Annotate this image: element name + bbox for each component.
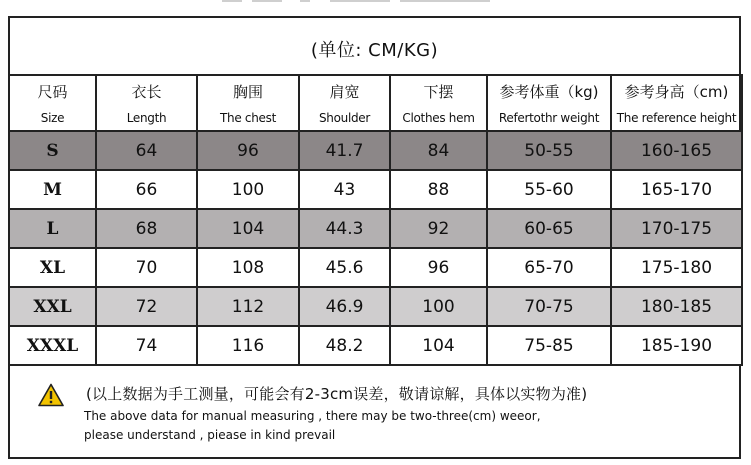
hem-cell: 96: [390, 248, 487, 287]
length-cell: 64: [96, 131, 197, 170]
header-size: 尺码 Size: [9, 75, 96, 131]
table-row: [9, 209, 742, 248]
hem-cell: 104: [390, 326, 487, 365]
length-cell: 74: [96, 326, 197, 365]
size-cell: XL: [9, 248, 96, 287]
header-length: 衣长 Length: [96, 75, 197, 131]
size-cell: L: [9, 209, 96, 248]
length-cell: 72: [96, 287, 197, 326]
size-cell: S: [9, 131, 96, 170]
chest-cell: 116: [197, 326, 299, 365]
height-cell: 160-165: [611, 131, 742, 170]
size-cell: M: [9, 170, 96, 209]
weight-cell: 55-60: [487, 170, 611, 209]
weight-cell: 75-85: [487, 326, 611, 365]
table-row: [9, 248, 742, 287]
hem-cell: 84: [390, 131, 487, 170]
chest-cell: 108: [197, 248, 299, 287]
header-weight: 参考体重（kg) Refertothr weight: [487, 75, 611, 131]
size-table: [8, 74, 743, 366]
header-hem: 下摆 Clothes hem: [390, 75, 487, 131]
chest-cell: 112: [197, 287, 299, 326]
chest-cell: 100: [197, 170, 299, 209]
weight-cell: 70-75: [487, 287, 611, 326]
header-chest: 胸围 The chest: [197, 75, 299, 131]
table-row: [9, 170, 742, 209]
table-header-row: [9, 75, 742, 131]
height-cell: 165-170: [611, 170, 742, 209]
length-cell: 68: [96, 209, 197, 248]
size-cell: XXXL: [9, 326, 96, 365]
notice-chinese-text: (以上数据为手工测量，可能会有2-3cm误差，敬请谅解，具体以实物为准): [86, 385, 588, 403]
chest-cell: 104: [197, 209, 299, 248]
weight-cell: 65-70: [487, 248, 611, 287]
weight-cell: 50-55: [487, 131, 611, 170]
size-cell: XXL: [9, 287, 96, 326]
height-cell: 185-190: [611, 326, 742, 365]
shoulder-cell: 44.3: [299, 209, 390, 248]
table-row: [9, 287, 742, 326]
chest-cell: 96: [197, 131, 299, 170]
hem-cell: 92: [390, 209, 487, 248]
shoulder-cell: 41.7: [299, 131, 390, 170]
shoulder-cell: 43: [299, 170, 390, 209]
notice-english-line-2: please understand , piease in kind prevail: [84, 428, 336, 442]
height-cell: 175-180: [611, 248, 742, 287]
table-row: [9, 326, 742, 365]
height-cell: 180-185: [611, 287, 742, 326]
notice-english-line-1: The above data for manual measuring , there may be two-three(cm) weeor,: [84, 409, 541, 423]
height-cell: 170-175: [611, 209, 742, 248]
cropped-top-text: [0, 0, 751, 6]
shoulder-cell: 48.2: [299, 326, 390, 365]
unit-title: (单位: CM/KG): [310, 40, 439, 61]
table-row: [9, 131, 742, 170]
header-shoulder: 肩宽 Shoulder: [299, 75, 390, 131]
hem-cell: 100: [390, 287, 487, 326]
length-cell: 70: [96, 248, 197, 287]
length-cell: 66: [96, 170, 197, 209]
warning-triangle-icon: [38, 383, 64, 407]
measurement-notice: [8, 364, 741, 459]
weight-cell: 60-65: [487, 209, 611, 248]
header-height: 参考身高（cm) The reference height: [611, 75, 742, 131]
hem-cell: 88: [390, 170, 487, 209]
shoulder-cell: 46.9: [299, 287, 390, 326]
shoulder-cell: 45.6: [299, 248, 390, 287]
